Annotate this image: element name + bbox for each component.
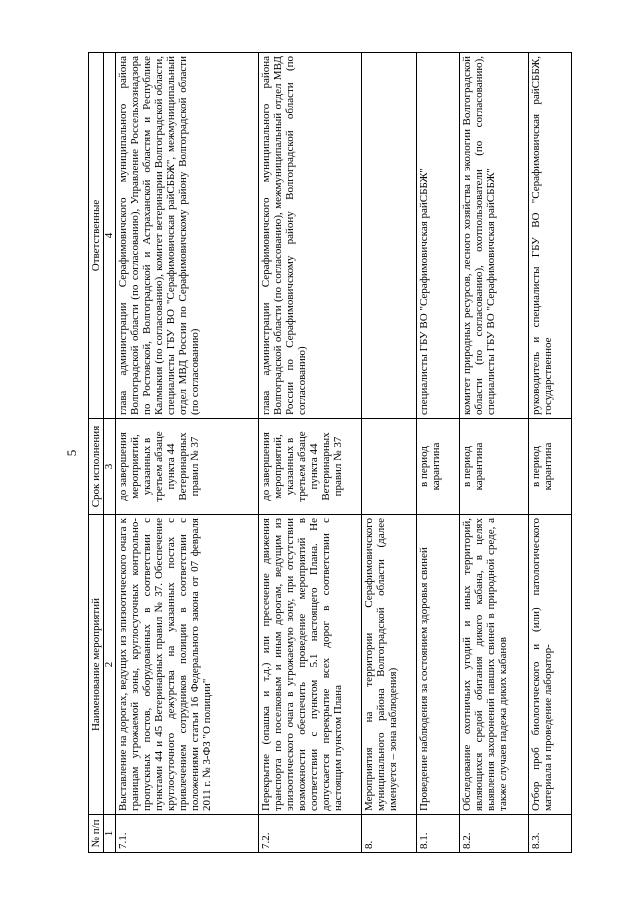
row-term: до завершения мероприятий, указанных в третьем абзаце пункта 44 Ветеринарных правил № 37	[116, 419, 259, 515]
row-term	[362, 419, 417, 515]
header-responsible: Ответственные	[89, 53, 104, 419]
measures-table	[88, 52, 572, 853]
row-num: 8.1.	[417, 815, 460, 853]
table-row	[116, 53, 259, 853]
row-responsible: специалисты ГБУ ВО "Серафимовичская райСББЖ"	[417, 53, 460, 419]
row-responsible: глава администрации Серафимовичского муниципального района Волгоградской области (по согласованию), межмуниципальный отдел МВД России по Серафимовичскому району Волгоградской области (по согласованию)	[259, 53, 362, 419]
row-num: 8.3.	[529, 815, 572, 853]
table-row	[529, 53, 572, 853]
row-num: 7.1.	[116, 815, 259, 853]
index-cell: 2	[104, 515, 116, 815]
row-responsible: руководитель и специалисты ГБУ ВО "Серафимовичская райСББЖ, государственное	[529, 53, 572, 419]
row-num: 8.2.	[460, 815, 529, 853]
row-responsible	[362, 53, 417, 419]
row-num: 7.2.	[259, 815, 362, 853]
index-cell: 3	[104, 419, 116, 515]
table-row	[259, 53, 362, 853]
header-term: Срок исполнения	[89, 419, 104, 515]
header-num: № п/п	[89, 815, 104, 853]
row-term: в период карантина	[529, 419, 572, 515]
row-term: в период карантина	[417, 419, 460, 515]
page-number: 5	[64, 449, 79, 457]
row-name: Выставление на дорогах, ведущих из эпизоотического очага к границам угрожаемой зоны, круглосуточных контрольно-пропускных постов, оборудованных в соответствии с пунктами 44 и 45 Ветеринарных правил № 37. Обеспечение круглосуточного дежурства на указанных постах с привлечением сотрудников полиции в соответствии с положениями статьи 16 Федерального закона от 07 февраля 2011 г. № 3-ФЗ "О полиции"	[116, 515, 259, 815]
row-responsible: глава администрации Серафимовичского муниципального района Волгоградской области (по согласованию), Управление Россельхознадзора по Ростовской, Волгоградской и Астраханской областям и Республике Калмыкия (по согласованию), комитет ветеринарии Волгоградской области, специалисты ГБУ ВО "Серафимовичская райСББЖ", межмуниципальный отдел МВД России по Серафимовичскому району Волгоградской области (по согласованию)	[116, 53, 259, 419]
table-row	[362, 53, 417, 853]
rotated-page	[58, 53, 578, 853]
header-name: Наименование мероприятий	[89, 515, 104, 815]
row-num: 8.	[362, 815, 417, 853]
row-term: в период карантина	[460, 419, 529, 515]
table-row	[417, 53, 460, 853]
row-name: Перекрытие (опашка и т.д.) или пресечение движения транспорта по поселковым и иным дорогам, ведущим из эпизоотического очага в угрожаемую зону, при отсутствии возможности обеспечить проведение мероприятий в соответствии с пунктом 5.1 настоящего Плана. Не допускается перекрытие всех дорог в соответствии с настоящим пунктом Плана	[259, 515, 362, 815]
table-header-row	[89, 53, 104, 853]
row-name: Отбор проб биологического и (или) патологического материала и проведение лаборатор-	[529, 515, 572, 815]
column-index-row	[104, 53, 116, 853]
row-term: до завершения мероприятий, указанных в третьем абзаце пункта 44 Ветеринарных правил № 37	[259, 419, 362, 515]
index-cell: 1	[104, 815, 116, 853]
row-name: Обследование охотничьих угодий и иных территорий, являющихся средой обитания дикого кабана, в целях выявления захоронений павших свиней в природной среде, а также случаев падежа диких кабанов	[460, 515, 529, 815]
row-name: Мероприятия на территории Серафимовичского муниципального района Волгоградской области (далее именуется – зона наблюдения)	[362, 515, 417, 815]
index-cell: 4	[104, 53, 116, 419]
row-name: Проведение наблюдения за состоянием здоровья свиней	[417, 515, 460, 815]
table-row	[460, 53, 529, 853]
row-responsible: комитет природных ресурсов, лесного хозяйства и экологии Волгоградской области (по согласованию), охотпользователи (по согласованию), специалисты ГБУ ВО "Серафимовичская райСББЖ"	[460, 53, 529, 419]
